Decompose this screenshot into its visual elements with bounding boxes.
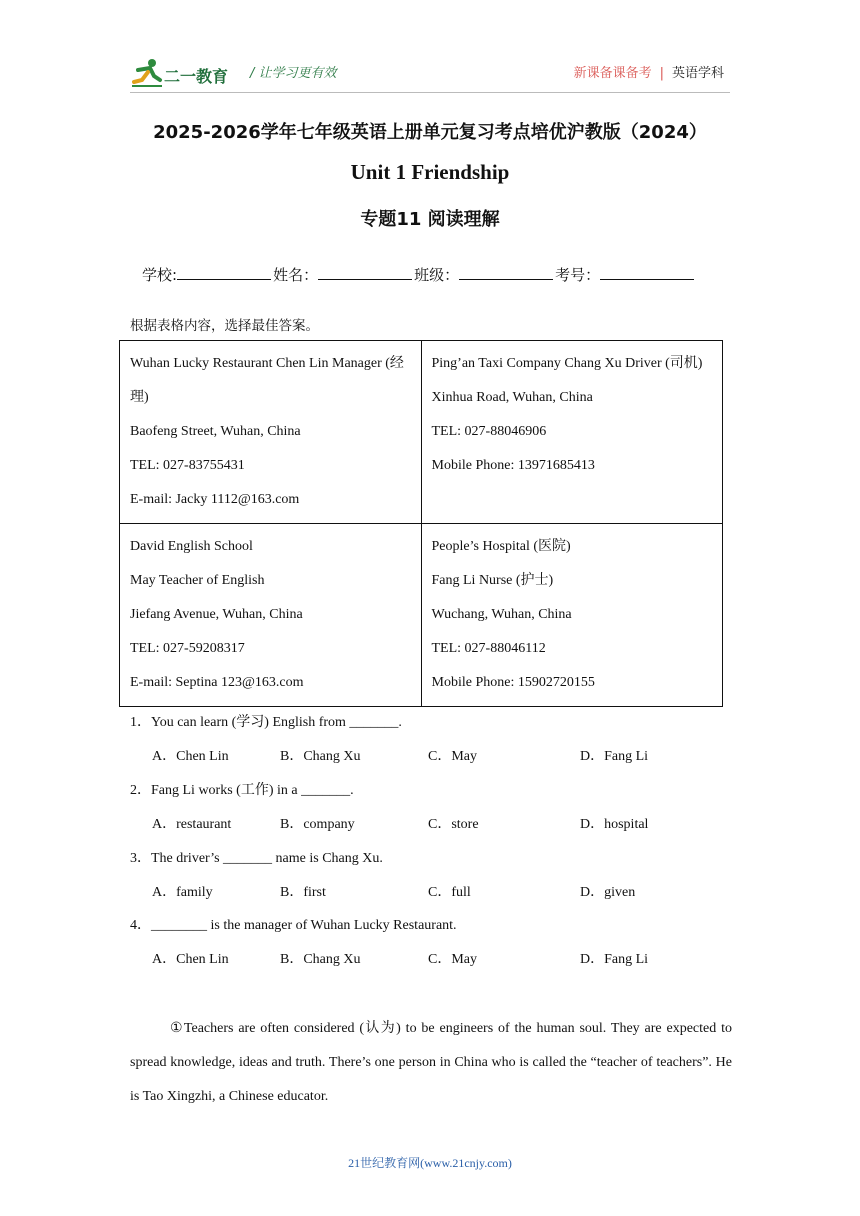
question-4: 4．________ is the manager of Wuhan Lucky Restaurant.	[130, 918, 457, 933]
student-info-line	[142, 264, 696, 285]
school-label: 学校:	[142, 266, 178, 284]
topic-title: 专题11 阅读理解	[360, 209, 500, 230]
option-b[interactable]: B．first	[280, 885, 326, 900]
header-course-label: 新课备课备考	[573, 66, 652, 81]
logo	[130, 58, 240, 88]
card-hospital	[421, 524, 723, 707]
card-school	[120, 524, 422, 707]
option-a[interactable]: A．Chen Lin	[152, 952, 229, 967]
option-a[interactable]: A．family	[152, 885, 213, 900]
question-4-options	[152, 948, 712, 968]
card-line: Xinhua Road, Wuhan, China	[431, 390, 593, 405]
card-line: May Teacher of English	[130, 573, 265, 588]
number-blank	[600, 264, 694, 280]
name-blank	[318, 264, 412, 280]
card-line: Wuchang, Wuhan, China	[431, 607, 572, 622]
card-line: TEL: 027-83755431	[130, 458, 245, 473]
card-line: TEL: 027-59208317	[130, 641, 245, 656]
instruction: 根据表格内容，选择最佳答案。	[130, 318, 319, 334]
option-c[interactable]: C．May	[428, 749, 477, 764]
card-line: Ping’an Taxi Company Chang Xu Driver (司机)	[431, 356, 703, 371]
question-3: 3．The driver’s _______ name is Chang Xu.	[130, 851, 383, 866]
logo-text: 二一教育	[164, 67, 229, 86]
header-divider	[130, 92, 730, 93]
option-c[interactable]: C．full	[428, 885, 471, 900]
card-line: E-mail: Septina 123@163.com	[130, 675, 304, 690]
slogan: / 让学习更有效	[250, 66, 337, 81]
card-line: People’s Hospital (医院)	[431, 539, 571, 554]
option-b[interactable]: B．Chang Xu	[280, 749, 361, 764]
option-d[interactable]: D．hospital	[580, 817, 649, 832]
option-b[interactable]: B．company	[280, 817, 355, 832]
card-line: Wuhan Lucky Restaurant Chen Lin Manager (经理)	[130, 356, 404, 405]
reading-passage: ①Teachers are often considered (认为) to be engineers of the human soul. They are expected to spread knowledge, ideas and truth. There’s one person in China who is called the “teacher of teachers”. He is Tao Xingzhi, a Chinese educator.	[130, 1021, 732, 1104]
document-title: 2025-2026学年七年级英语上册单元复习考点培优沪教版（2024）	[153, 122, 707, 143]
option-d[interactable]: D．given	[580, 885, 636, 900]
unit-title: Unit 1 Friendship	[350, 160, 510, 184]
header-separator: |	[659, 66, 664, 81]
card-line: TEL: 027-88046112	[431, 641, 546, 656]
number-label: 考号：	[555, 266, 601, 284]
header-subject-label: 英语学科	[671, 66, 724, 81]
card-line: E-mail: Jacky 1112@163.com	[130, 492, 300, 507]
option-c[interactable]: C．store	[428, 817, 479, 832]
option-d[interactable]: D．Fang Li	[580, 952, 649, 967]
question-2-options	[152, 813, 712, 833]
card-line: TEL: 027-88046906	[431, 424, 547, 439]
running-man-icon	[130, 58, 164, 88]
card-line: David English School	[130, 539, 253, 554]
option-c[interactable]: C．May	[428, 952, 477, 967]
option-b[interactable]: B．Chang Xu	[280, 952, 361, 967]
name-label: 姓名：	[273, 266, 319, 284]
question-1-options	[152, 745, 712, 765]
card-line: Jiefang Avenue, Wuhan, China	[130, 607, 303, 622]
card-line: Fang Li Nurse (护士)	[431, 573, 554, 588]
option-a[interactable]: A．Chen Lin	[152, 749, 229, 764]
page-header	[130, 54, 730, 90]
card-line: Mobile Phone: 13971685413	[431, 458, 595, 473]
question-1: 1．You can learn (学习) English from _______.	[130, 715, 402, 730]
header-right	[574, 62, 724, 81]
question-3-options	[152, 881, 712, 901]
card-line: Mobile Phone: 15902720155	[431, 675, 595, 690]
class-label: 班级：	[414, 266, 460, 284]
card-line: Baofeng Street, Wuhan, China	[130, 424, 301, 439]
class-blank	[459, 264, 553, 280]
option-a[interactable]: A．restaurant	[152, 817, 232, 832]
business-card-table	[119, 340, 723, 707]
card-taxi	[421, 341, 723, 524]
page-footer[interactable]: 21世纪教育网(www.21cnjy.com)	[348, 1156, 512, 1170]
question-2: 2．Fang Li works (工作) in a _______.	[130, 783, 354, 798]
school-blank	[177, 264, 271, 280]
card-restaurant	[120, 341, 422, 524]
option-d[interactable]: D．Fang Li	[580, 749, 649, 764]
